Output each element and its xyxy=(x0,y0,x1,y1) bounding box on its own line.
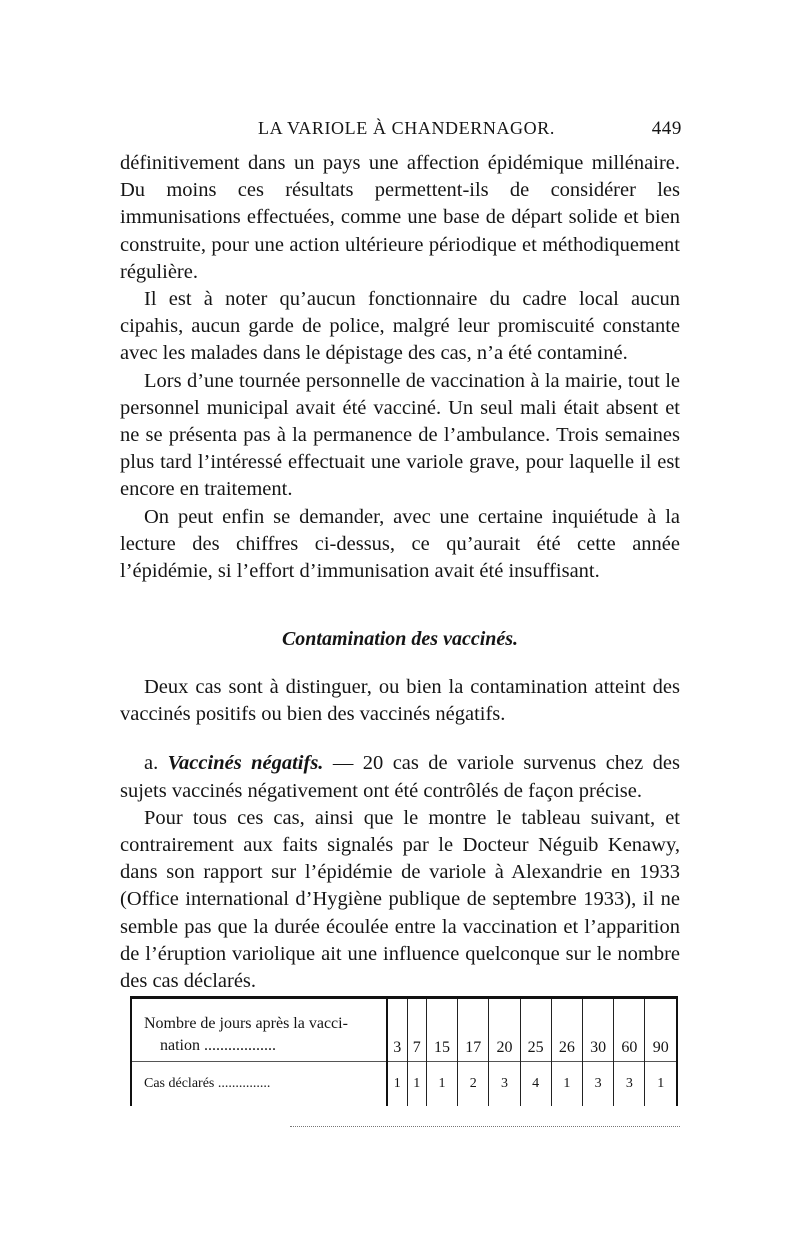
paragraph xyxy=(120,750,680,804)
table-row xyxy=(131,998,677,1062)
body-text-top xyxy=(120,150,680,585)
subsection-title: Vaccinés négatifs. xyxy=(167,752,324,775)
table-cell: 3 xyxy=(582,1062,613,1107)
table-cell: 20 xyxy=(489,998,520,1062)
table-cell: 3 xyxy=(489,1062,520,1107)
paragraph-text: — 20 cas de variole survenus chez des sujets vaccinés négativement ont été contrôlés de façon précise. xyxy=(120,752,680,802)
table-cell: 60 xyxy=(614,998,645,1062)
paragraph: On peut enfin se demander, avec une certaine inquiétude à la lecture des chiffres ci-dessus, ce qu’aurait été cette année l’épidémie, si l’effort d’immunisation avait été insuffisant. xyxy=(120,505,680,583)
body-text-bottom xyxy=(120,674,680,995)
table-cell: 26 xyxy=(551,998,582,1062)
paragraph: définitivement dans un pays une affection épidémique millénaire. Du moins ces résultats permettent-ils de considérer les immunisations effectuées, comme une base de départ solide et bien construite, pour une action ultérieure périodique et méthodiquement régulière. xyxy=(120,152,680,283)
table-cell: 30 xyxy=(582,998,613,1062)
table-row xyxy=(131,1062,677,1107)
data-table xyxy=(130,996,678,1106)
item-prefix: a. xyxy=(144,752,168,775)
table-cell: 90 xyxy=(645,998,677,1062)
paragraph: Deux cas sont à distinguer, ou bien la contamination atteint des vaccinés positifs ou bien des vaccinés négatifs. xyxy=(120,676,680,726)
paragraph: Lors d’une tournée personnelle de vaccination à la mairie, tout le personnel municipal avait été vacciné. Un seul mali était absent et ne se présenta pas à la permanence de l’ambulance. Trois semaines plus tard l’intéressé effectuait une variole grave, pour laquelle il est encore en traitement. xyxy=(120,369,680,501)
table-cell: 3 xyxy=(387,998,407,1062)
table-cell: 2 xyxy=(458,1062,489,1107)
table-cell: 15 xyxy=(426,998,457,1062)
page-header xyxy=(120,118,682,142)
row-label-line: Nombre de jours après la vacci- xyxy=(144,1015,348,1032)
table-cell: 7 xyxy=(407,998,426,1062)
table-bottom-rule xyxy=(290,1126,680,1127)
table-cell: 1 xyxy=(645,1062,677,1107)
table-cell: 3 xyxy=(614,1062,645,1107)
row-label: Cas déclarés ............... xyxy=(131,1062,387,1107)
row-label xyxy=(131,998,387,1062)
paragraph: Il est à noter qu’aucun fonctionnaire du cadre local aucun cipahis, aucun garde de police, malgré leur promiscuité constante avec les malades dans le dépistage des cas, n’a été contaminé. xyxy=(120,288,680,365)
table-cell: 1 xyxy=(407,1062,426,1107)
row-label-line: nation .................. xyxy=(160,1037,276,1054)
running-title: LA VARIOLE À CHANDERNAGOR. xyxy=(258,118,555,138)
section-title: Contamination des vaccinés. xyxy=(281,628,519,650)
table-cell: 25 xyxy=(520,998,551,1062)
page-number: 449 xyxy=(651,118,682,139)
table-cell: 1 xyxy=(551,1062,582,1107)
table-cell: 1 xyxy=(426,1062,457,1107)
table-cell: 4 xyxy=(520,1062,551,1107)
table-cell: 17 xyxy=(458,998,489,1062)
paragraph: Pour tous ces cas, ainsi que le montre le tableau suivant, et contrairement aux faits signalés par le Docteur Néguib Kenawy, dans son rapport sur l’épidémie de variole à Alexandrie en 1933 (Office international d’Hygiène publique de septembre 1933), il ne semble pas que la durée écoulée entre la vaccination et l’apparition de l’éruption variolique ait une influence quelconque sur le nombre des cas déclarés. xyxy=(120,806,680,993)
table-cell: 1 xyxy=(387,1062,407,1107)
